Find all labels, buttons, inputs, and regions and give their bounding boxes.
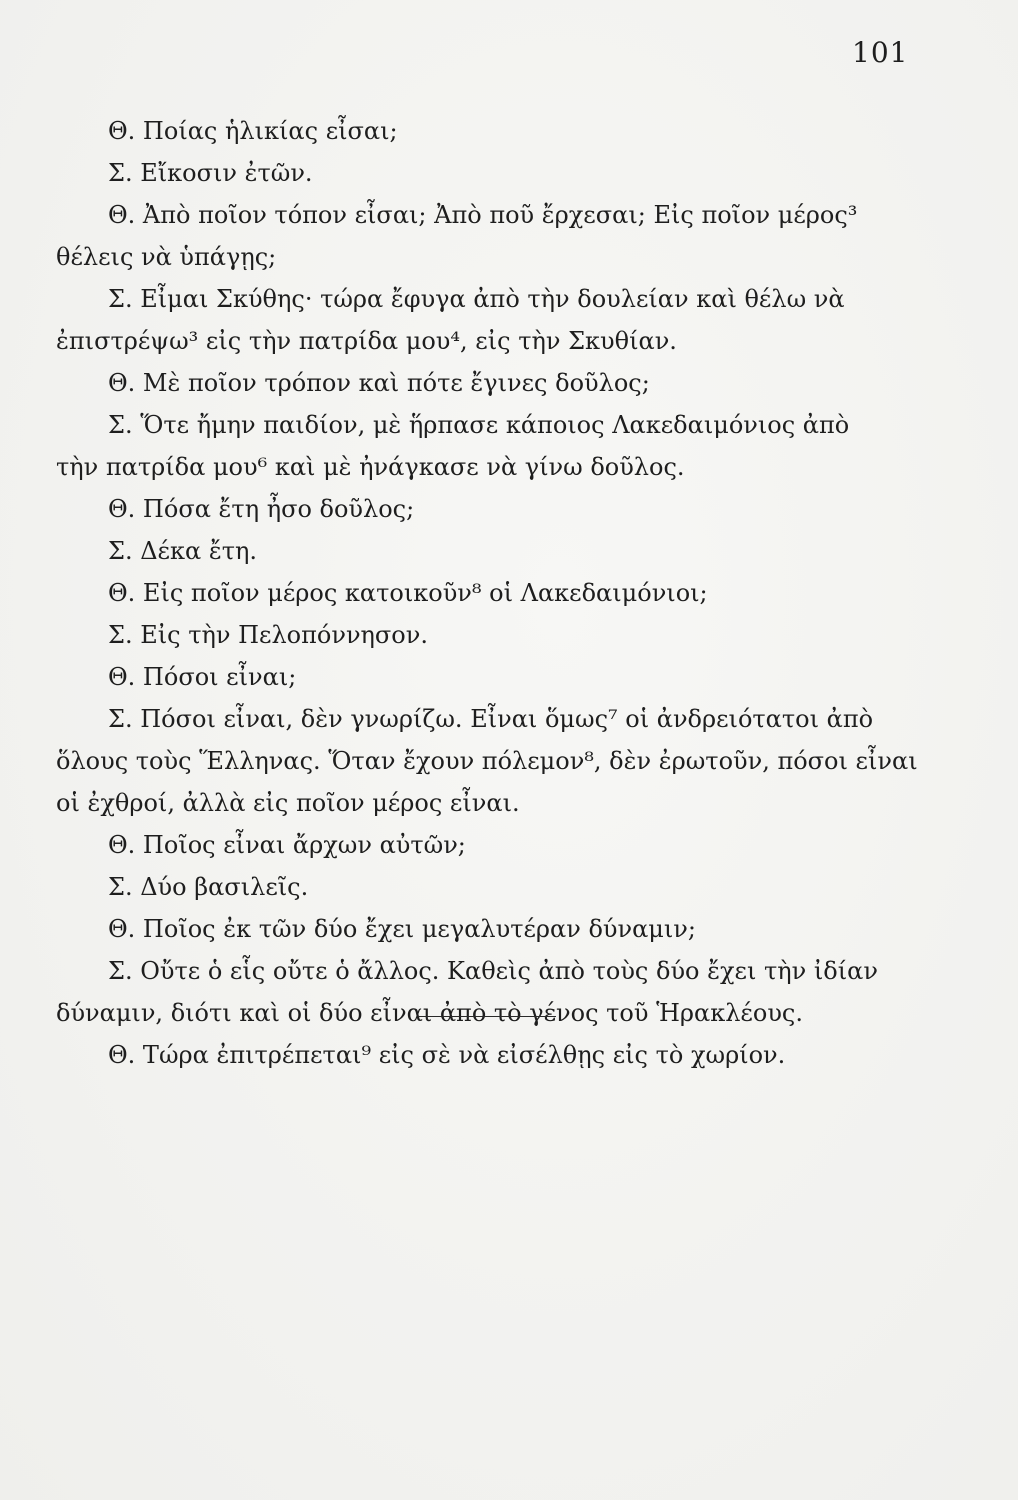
dialogue-line: Θ. Πόσοι εἶναι; — [108, 663, 297, 691]
dialogue-line: Σ. Οὔτε ὁ εἷς οὔτε ὁ ἄλλος. Καθεὶς ἀπὸ τοὺς δύο ἔχει τὴν ἰδίαν — [108, 957, 878, 985]
section-divider — [418, 1016, 556, 1017]
dialogue-line: Θ. Τώρα ἐπιτρέπεται⁹ εἰς σὲ νὰ εἰσέλθῃς εἰς τὸ χωρίον. — [108, 1041, 786, 1069]
dialogue-line: Θ. Ποῖος ἐκ τῶν δύο ἔχει μεγαλυτέραν δύναμιν; — [108, 915, 696, 943]
dialogue-line: Σ. Ὅτε ἤμην παιδίον, μὲ ἥρπασε κάποιος Λακεδαιμόνιος ἀπὸ — [108, 411, 850, 439]
dialogue-line-continued: ὅλους τοὺς Ἕλληνας. Ὅταν ἔχουν πόλεμον⁸, δὲν ἐρωτοῦν, πόσοι εἶναι — [56, 747, 918, 775]
dialogue-line-continued: οἱ ἐχθροί, ἀλλὰ εἰς ποῖον μέρος εἶναι. — [56, 789, 520, 817]
dialogue-line: Θ. Πόσα ἔτη ἦσο δοῦλος; — [108, 495, 415, 523]
dialogue-line: Θ. Εἰς ποῖον μέρος κατοικοῦν⁸ οἱ Λακεδαιμόνιοι; — [108, 579, 708, 607]
dialogue-line: Θ. Ποῖος εἶναι ἄρχων αὐτῶν; — [108, 831, 466, 859]
dialogue-line: Σ. Πόσοι εἶναι, δὲν γνωρίζω. Εἶναι ὅμως⁷ οἱ ἀνδρειότατοι ἀπὸ — [108, 705, 874, 733]
dialogue-line: Σ. Εἶμαι Σκύθης· τώρα ἔφυγα ἀπὸ τὴν δουλείαν καὶ θέλω νὰ — [108, 285, 845, 313]
dialogue-line-continued: θέλεις νὰ ὑπάγῃς; — [56, 243, 277, 271]
dialogue-line-continued: δύναμιν, διότι καὶ οἱ δύο εἶναι ἀπὸ τὸ γένος τοῦ Ἡρακλέους. — [56, 999, 803, 1027]
dialogue-line: Σ. Εἴκοσιν ἐτῶν. — [108, 159, 313, 187]
dialogue-line: Σ. Δύο βασιλεῖς. — [108, 873, 309, 901]
dialogue-line: Θ. Ποίας ἡλικίας εἶσαι; — [108, 117, 398, 145]
dialogue-line-continued: τὴν πατρίδα μου⁶ καὶ μὲ ἠνάγκασε νὰ γίνω δοῦλος. — [56, 453, 685, 481]
dialogue-line: Θ. Μὲ ποῖον τρόπον καὶ πότε ἔγινες δοῦλος; — [108, 369, 650, 397]
dialogue-line: Σ. Εἰς τὴν Πελοπόννησον. — [108, 621, 428, 649]
dialogue-line-continued: ἐπιστρέψω³ εἰς τὴν πατρίδα μου⁴, εἰς τὴν Σκυθίαν. — [56, 327, 677, 355]
dialogue-line: Θ. Ἀπὸ ποῖον τόπον εἶσαι; Ἀπὸ ποῦ ἔρχεσαι; Εἰς ποῖον μέρος³ — [108, 201, 858, 229]
page-number: 101 — [852, 36, 909, 69]
dialogue-text — [56, 110, 916, 1076]
dialogue-line: Σ. Δέκα ἔτη. — [108, 537, 257, 565]
